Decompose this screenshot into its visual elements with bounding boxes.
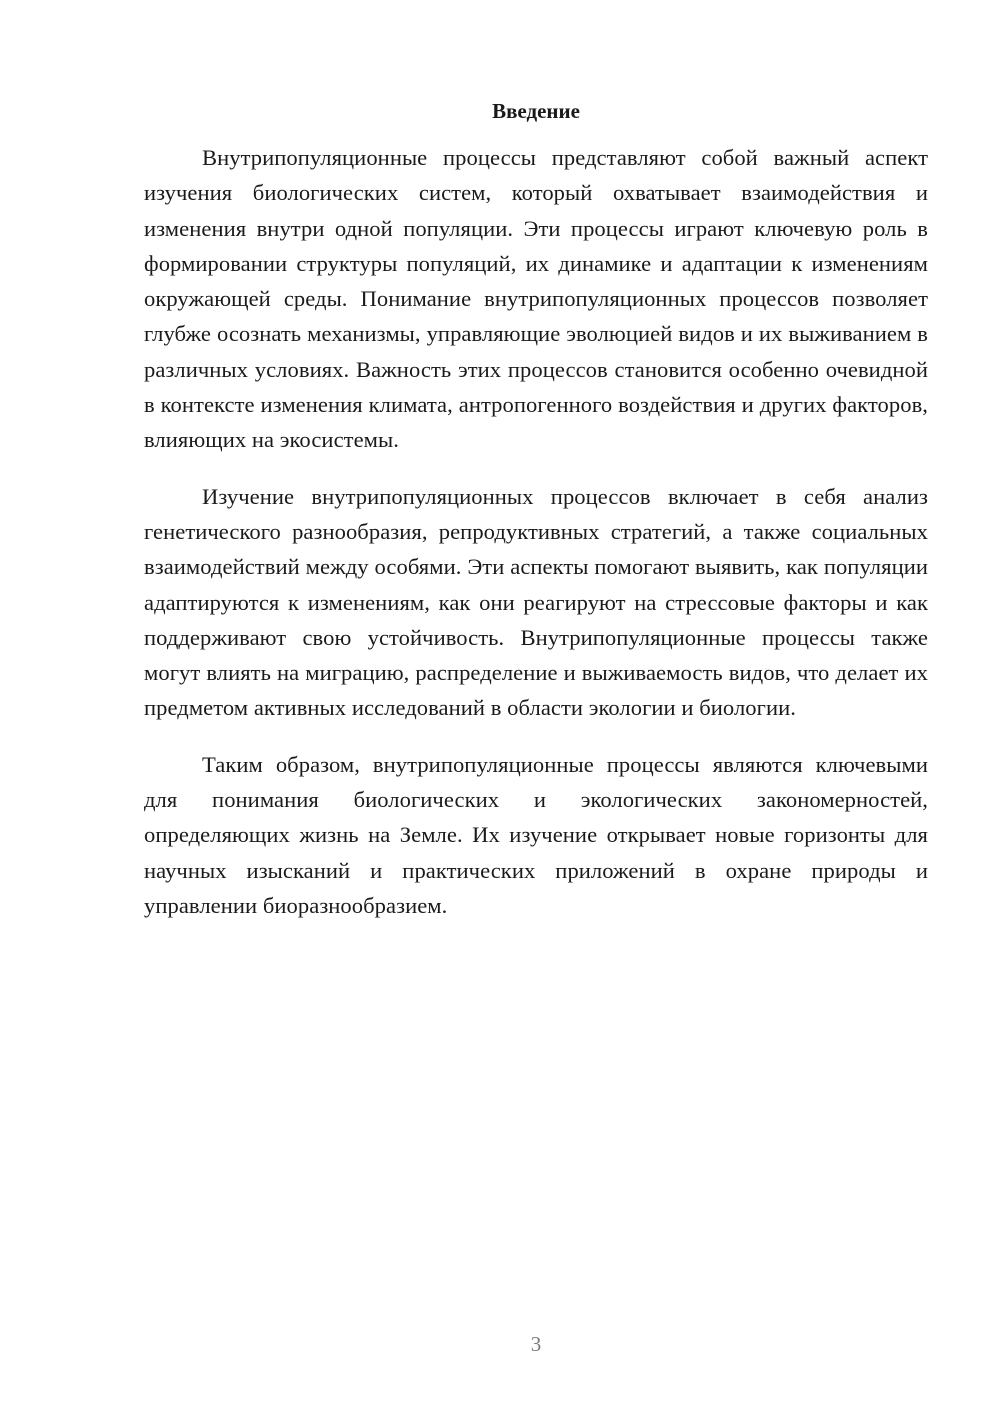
page-number: 3 [530,1332,542,1356]
paragraph-1: Внутрипопуляционные процессы представляют собой важный аспект изучения биологических систем, который охватывает взаимодействия и изменения внутри одной популяции. Эти процессы играют ключевую роль в формировании структуры популяций, их динамике и адаптации к изменениям окружающей среды. Понимание внутрипопуляционных процессов позволяет глубже осознать механизмы, управляющие эволюцией видов и их выживанием в различных условиях. Важность этих процессов становится особенно очевидной в контексте изменения климата, антропогенного воздействия и других факторов, влияющих на экосистемы. [144,145,928,453]
paragraph-2: Изучение внутрипопуляционных процессов включает в себя анализ генетического разнообразия, репродуктивных стратегий, а также социальных взаимодействий между особями. Эти аспекты помогают выявить, как популяции адаптируются к изменениям, как они реагируют на стрессовые факторы и как поддерживают свою устойчивость. Внутрипопуляционные процессы также могут влиять на миграцию, распределение и выживаемость видов, что делает их предметом активных исследований в области экологии и биологии. [144,483,928,721]
paragraph-3: Таким образом, внутрипопуляционные процессы являются ключевыми для понимания биологических и экологических закономерностей, определяющих жизнь на Земле. Их изучение открывает новые горизонты для научных изысканий и практических приложений в охране природы и управлении биоразнообразием. [144,751,928,918]
body-text [144,140,928,944]
section-heading: Введение [492,99,580,123]
